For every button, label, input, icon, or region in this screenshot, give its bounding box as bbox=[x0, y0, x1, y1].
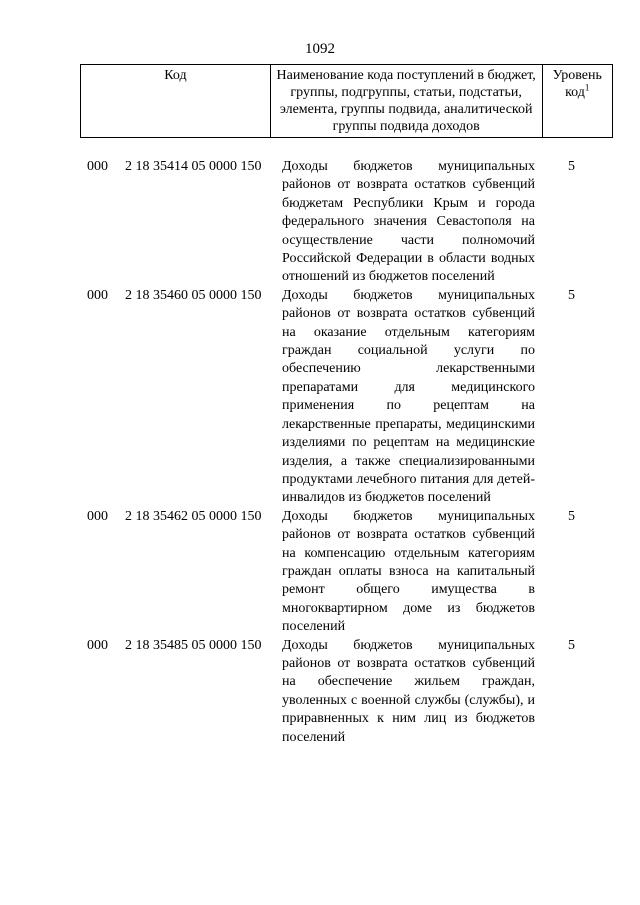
header-level-footnote: 1 bbox=[584, 82, 590, 93]
row-name: Доходы бюджетов муниципальных районов от возврата остатков субвенций на оказание отдельным категориям граждан социальной услуги по обеспечению лекарственными препаратами для медицинского применения по рецептам на лекарственные препараты, медицинскими изделиями по рецептам на медицинские изделия, а также специализированными продуктами лечебного питания для детей-инвалидов из бюджетов поселений bbox=[282, 287, 535, 506]
row-level: 5 bbox=[568, 508, 575, 524]
table-header bbox=[80, 64, 613, 138]
header-code: Код bbox=[81, 65, 271, 138]
row-prefix: 000 bbox=[87, 159, 108, 174]
row-code: 2 18 35485 05 0000 150 bbox=[125, 637, 262, 653]
row-prefix: 000 bbox=[87, 508, 108, 524]
row-code: 2 18 35460 05 0000 150 bbox=[125, 287, 262, 303]
table-row bbox=[80, 158, 613, 287]
row-code: 2 18 35414 05 0000 150 bbox=[125, 159, 262, 174]
row-level: 5 bbox=[568, 287, 575, 303]
table-row bbox=[80, 508, 613, 637]
table-row bbox=[80, 637, 613, 747]
row-name: Доходы бюджетов муниципальных районов от возврата остатков субвенций бюджетам Республики Крым и города федерального значения Севастополя на осуществление части полномочий Российской Федерации в области водных отношений из бюджетов поселений bbox=[282, 159, 535, 285]
table-row bbox=[80, 287, 613, 508]
header-level bbox=[542, 65, 613, 138]
page-number: 1092 bbox=[305, 41, 335, 57]
row-name: Доходы бюджетов муниципальных районов от возврата остатков субвенций на обеспечение жильем граждан, уволенных с военной службы (службы), и приравненных к ним лиц из бюджетов поселений bbox=[282, 637, 535, 745]
row-level: 5 bbox=[568, 637, 575, 653]
row-prefix: 000 bbox=[87, 287, 108, 303]
header-name: Наименование кода поступлений в бюджет, группы, подгруппы, статьи, подстатьи, элемента, группы подвида, аналитической группы подвида доходов bbox=[270, 65, 542, 138]
row-level: 5 bbox=[568, 159, 575, 174]
row-prefix: 000 bbox=[87, 637, 108, 653]
header-level-label: Уровень код bbox=[552, 68, 602, 100]
table-body bbox=[80, 158, 613, 747]
row-name: Доходы бюджетов муниципальных районов от возврата остатков субвенций на компенсацию отдельным категориям граждан оплаты взноса на капитальный ремонт общего имущества в многоквартирном доме из бюджетов поселений bbox=[282, 508, 535, 635]
row-code: 2 18 35462 05 0000 150 bbox=[125, 508, 262, 524]
